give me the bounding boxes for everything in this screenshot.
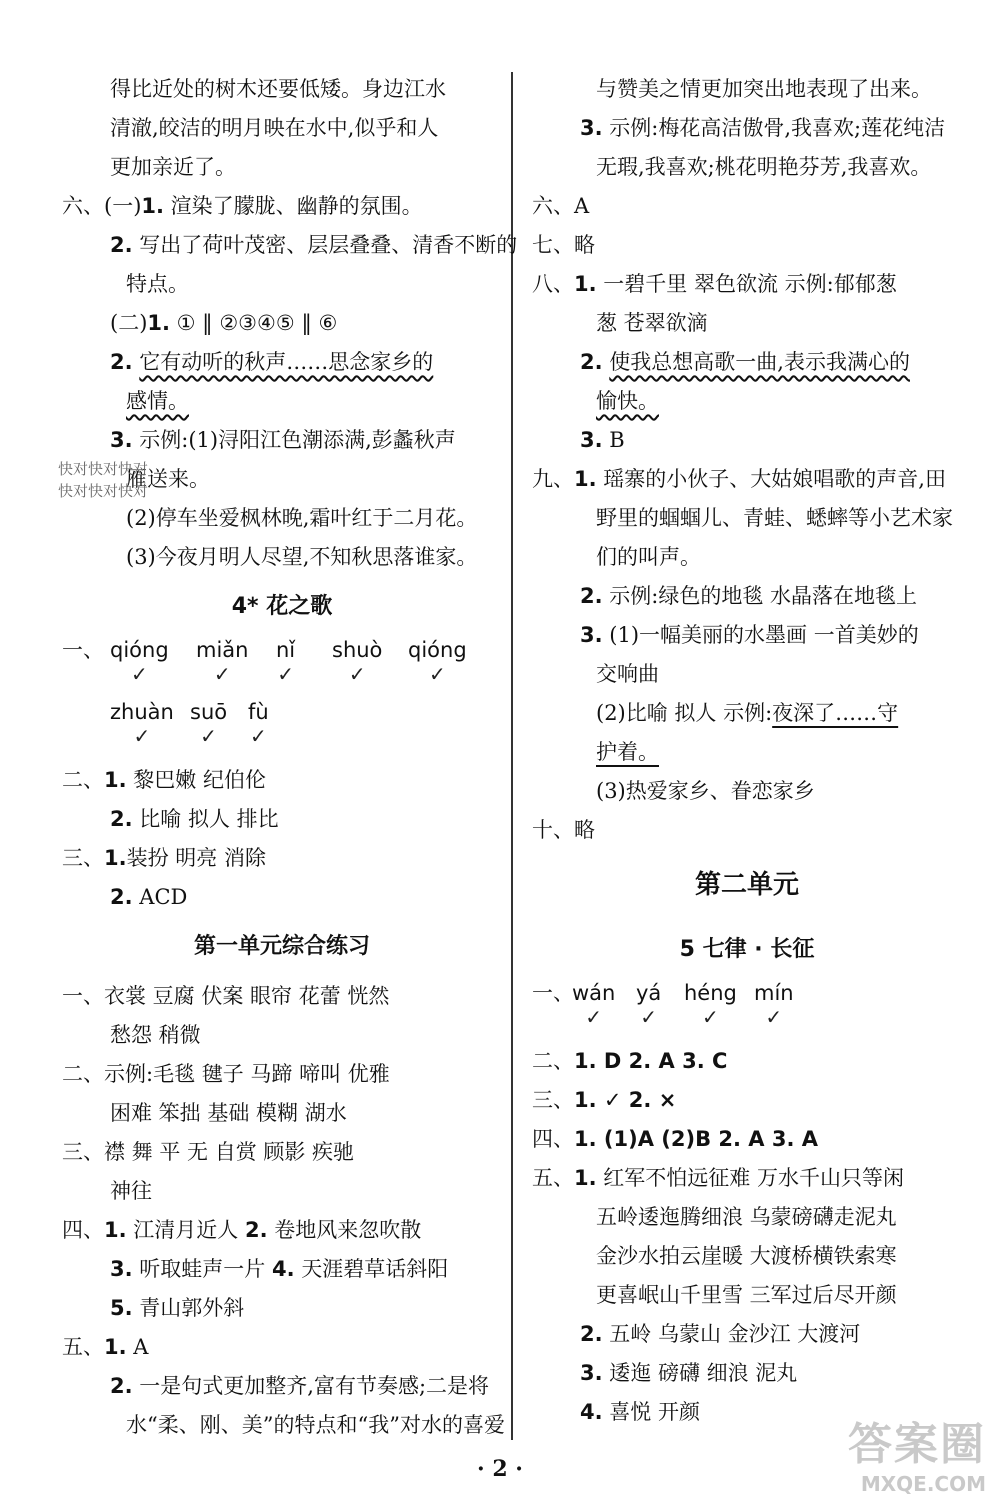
text-line: 感情。 [126,389,189,413]
text-line: 护着。 [596,740,659,764]
check-icon: ✓ [348,662,366,686]
question-san-2: 2. ACD [110,885,188,909]
pinyin-item: shuò ✓ [332,638,383,686]
question-si-5: 5. 青山郭外斜 [110,1296,245,1320]
lesson-4-title: 4* 花之歌 [231,594,333,619]
check-icon: ✓ [200,724,217,748]
text-line: (2)比喻 拟人 示例:夜深了……守 [596,701,899,725]
text-line: 交响曲 [596,662,659,686]
question-nine-1: 九、1. 瑶寨的小伙子、大姑娘唱歌的声音,田 [532,467,946,491]
question-san: 三、1. ✓ 2. × [532,1088,677,1112]
question-six-b2: 2. 它有动听的秋声……思念家乡的 [110,350,434,374]
question-eight-1: 八、1. 一碧千里 翠色欲流 示例:郁郁葱 [532,272,897,296]
question-san-1: 三、1.装扮 明亮 消除 [62,846,266,870]
check-icon: ✓ [585,1005,603,1029]
question-six-b3: 3. 示例:(1)浔阳江色潮添满,彭蠡秋声 [110,428,456,452]
text-line: 清澈,皎洁的明月映在水中,似乎和人 [110,116,439,140]
text-line: 更加亲近了。 [110,155,236,179]
pinyin-item: yá ✓ [636,981,662,1029]
site-logo [848,1408,986,1496]
question-wu-1: 五、1. 红军不怕远征难 万水千山只等闲 [532,1166,904,1190]
check-icon: ✓ [130,662,148,686]
pinyin-row-2 [62,699,502,761]
text-line: 雁送来。 [126,467,210,491]
check-icon: ✓ [765,1005,783,1029]
text-line: 三、襟 舞 平 无 自赏 顾影 疾驰 [62,1140,355,1164]
text-line: 特点。 [126,272,189,296]
question-label: 一、 [532,981,574,1005]
text-line: (2)停车坐爱枫林晚,霜叶红于二月花。 [126,506,478,530]
question-si-1-2: 四、1. 江清月近人 2. 卷地风来忽吹散 [62,1218,422,1242]
question-wu-1: 五、1. A [62,1335,149,1359]
question-er-2: 2. 比喻 拟人 排比 [110,807,279,831]
check-icon: ✓ [640,1005,658,1029]
text-line: 野里的蝈蝈儿、青蛙、蟋蟀等小艺术家 [596,506,953,530]
text-line: 得比近处的树木还要低矮。身边江水 [110,77,446,101]
unit-2-title: 第二单元 [694,870,799,900]
text-line: 金沙水拍云崖暖 大渡桥横铁索寒 [596,1244,897,1268]
text-line: 愉快。 [596,389,659,413]
text-line: (3)热爱家乡、眷恋家乡 [596,779,815,803]
pinyin-item: zhuàn ✓ [110,700,174,748]
check-icon: ✓ [249,724,267,748]
question-si-3-4: 3. 听取蛙声一片 4. 天涯碧草话斜阳 [110,1257,449,1281]
text-line: 十、略 [532,818,595,842]
text-line: 一、衣裳 豆腐 伏案 眼帘 花蕾 恍然 [62,984,390,1008]
text-line: (3)今夜月明人尽望,不知秋思落谁家。 [126,545,478,569]
column-divider [511,72,513,1440]
question-eight-2: 2. 使我总想高歌一曲,表示我满心的 [580,350,910,374]
unit-1-review-title: 第一单元综合练习 [193,934,370,959]
text-line: 们的叫声。 [596,545,701,569]
question-wu-2: 2. 五岭 乌蒙山 金沙江 大渡河 [580,1322,861,1346]
pinyin-item: miǎn ✓ [196,638,249,686]
question-wu-2: 2. 一是句式更加整齐,富有节奏感;二是将 [110,1374,490,1398]
question-six-b1: (二)1. ① ‖ ②③④⑤ ‖ ⑥ [110,311,338,335]
question-si: 四、1. (1)A (2)B 2. A 3. A [532,1127,819,1151]
question-six-2: 2. 写出了荷叶茂密、层层叠叠、清香不断的 [110,233,518,257]
logo-text: 答案圈 [848,1419,986,1470]
check-icon: ✓ [428,662,446,686]
text-line: 七、略 [532,233,595,257]
right-column [532,70,962,1432]
question-wu-3: 3. 逶迤 磅礴 细浪 泥丸 [580,1361,798,1385]
pinyin-item: mín ✓ [754,981,794,1029]
question-wu-4: 4. 喜悦 开颜 [580,1400,700,1424]
check-icon: ✓ [133,724,151,748]
question-eight-3: 3. B [580,428,625,452]
question-six-1: 六、(一)1. 渲染了朦胧、幽静的氛围。 [62,194,423,218]
pinyin-item: fù ✓ [248,700,269,748]
text-line: 葱 苍翠欲滴 [596,311,708,335]
text-line: 五岭逶迤腾细浪 乌蒙磅礴走泥丸 [596,1205,897,1229]
check-icon: ✓ [213,662,231,686]
question-five-3: 3. 示例:梅花高洁傲骨,我喜欢;莲花纯洁 [580,116,946,140]
pinyin-row-1 [62,637,502,699]
question-er-1: 二、1. 黎巴嫩 纪伯伦 [62,768,266,792]
lesson-5-title: 5 七律 · 长征 [679,937,815,962]
pinyin-item: suō ✓ [190,700,228,748]
watermark-text: 快对快对快对 [58,482,149,500]
pinyin-item: héng ✓ [684,981,737,1029]
question-nine-3: 3. (1)一幅美丽的水墨画 一首美妙的 [580,623,919,647]
question-er: 二、1. D 2. A 3. C [532,1049,728,1073]
pinyin-item: qióng ✓ [110,638,169,686]
pinyin-row-lesson5 [532,980,962,1042]
text-line: 愁怨 稍微 [110,1023,201,1047]
pinyin-item: nǐ ✓ [276,638,296,686]
text-line: 六、A [532,194,590,218]
text-line: 二、示例:毛毯 毽子 马蹄 啼叫 优雅 [62,1062,390,1086]
question-nine-2: 2. 示例:绿色的地毯 水晶落在地毯上 [580,584,918,608]
check-icon: ✓ [702,1005,719,1029]
pinyin-item: qióng ✓ [408,638,467,686]
logo-url: MXQE.COM [860,1472,986,1496]
text-line: 困难 笨拙 基础 模糊 湖水 [110,1101,347,1125]
check-icon: ✓ [277,662,294,686]
question-label: 一、 [62,638,104,662]
watermark-text: 快对快对快对 [58,460,149,478]
text-line: 更喜岷山千里雪 三军过后尽开颜 [596,1283,897,1307]
text-line: 与赞美之情更加突出地表现了出来。 [596,77,932,101]
text-line: 神往 [110,1179,152,1203]
text-line: 水“柔、刚、美”的特点和“我”对水的喜爱 [126,1413,505,1437]
text-line: 无瑕,我喜欢;桃花明艳芬芳,我喜欢。 [596,155,932,179]
pinyin-item: wán ✓ [572,981,616,1029]
page-number: · 2 · [477,1456,523,1482]
left-column [62,70,518,1445]
